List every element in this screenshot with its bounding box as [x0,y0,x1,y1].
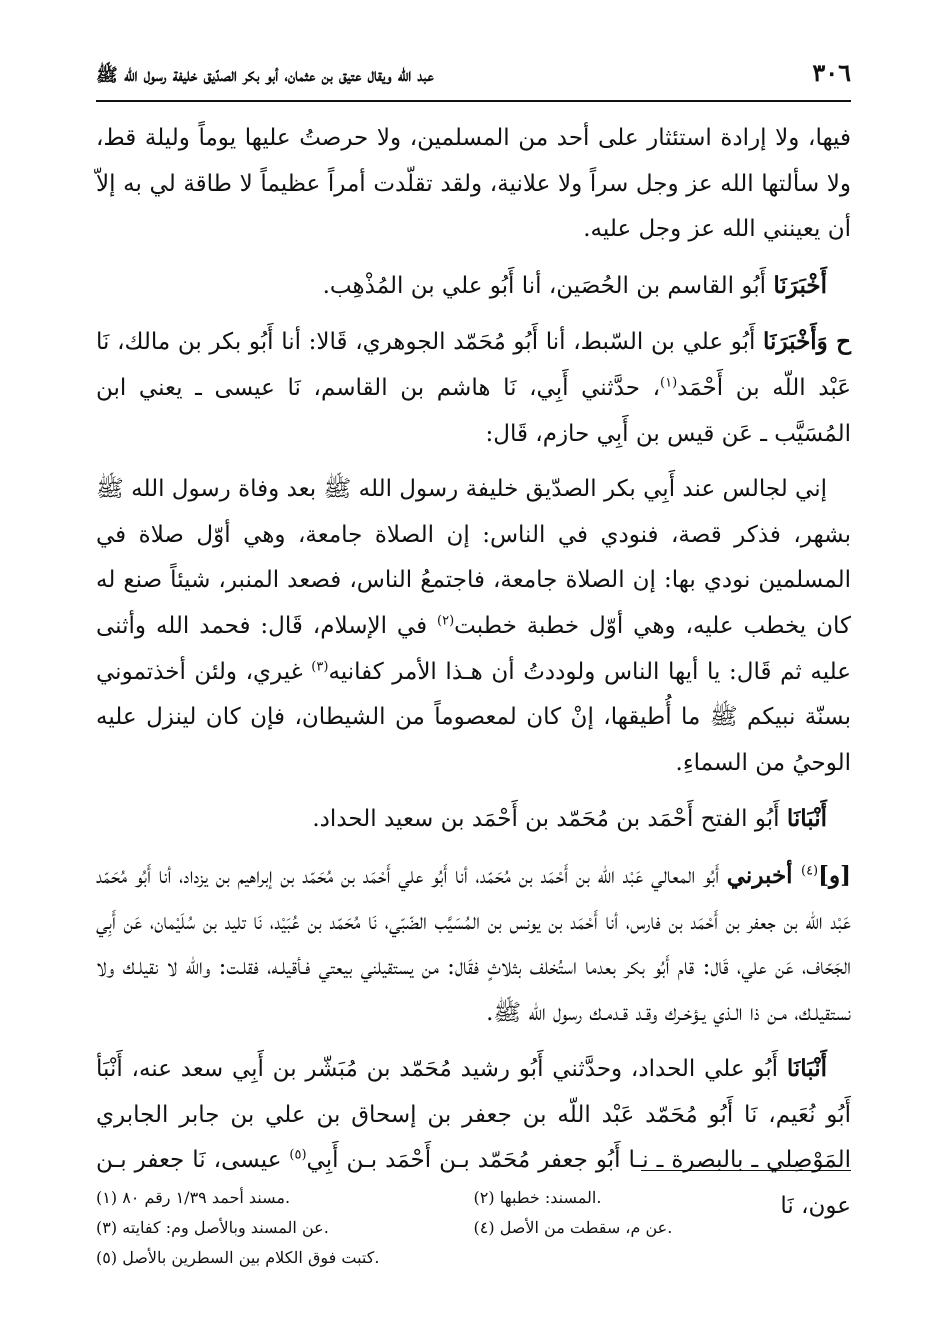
footnote-2: (٢) المسند: خطبها. [473,1188,602,1207]
paragraph-4: إني لجالس عند أَبِي بكر الصدّيق خليفة رسول الله ﷺ بعد وفاة رسول الله ﷺ بشهر، فذكر قصة، فنودي في الناس: إن الصلاة جامعة، وهي أوّل صلاة في المسلمين نودي بها: إن الصلاة جامعة، فاجتمعُ الناس، فصعد المنبر، شيئاً صنع له كان يخطب عليه، وهي أوّل خطبة خطبت$^{(٢)}$ في الإسلام، قَال: فحمد الله وأثنى عليه ثم قَال: يا أيها الناس ولوددتُ أن هـذا الأمر كفانيه$^{(٣)}$ غيري، ولئن أخذتموني بسنّة نبيكم ﷺ ما أُطيقها، إنْ كان لمعصوماً من الشيطان، فإن كان لينزل عليه الوحيُ من السماءِ. [96,476,851,776]
footnote-row [96,1213,851,1243]
narration-keyword: أخبرني [726,861,801,889]
footnote-5: (٥) كتبت فوق الكلام بين السطرين بالأصل. [96,1248,380,1267]
footnote-ref-1: (١) [660,375,678,391]
footnote-ref-2: (٢) [437,613,455,629]
body-text [96,116,851,1230]
page-header [96,58,851,102]
running-title: عبد الله ويقال عتيق بن عثمان، أبو بكر الصدّيق خليفة رسول الله ﷺ [96,65,434,86]
paragraph-7: أَنْبَانَا أَبُو علي الحداد، وحدَّثني أَبُو رشيد مُحَمّد بن مُبَشّر بن أَبِي سعد عنه، أَنْبَأ أَبُو نُعَيم، نَا أَبُو مُحَمّد عَبْد اللّه بن جعفر بن إسحاق بن علي بن جابر الجابري المَوْصِلي ـ بالبصرة ـ نـا أَبُو جعفر مُحَمّد بـن أَحْمَد بـن أَبِي$^{(٥)}$ عيسى، نَا جعفر بـن عون، نَا [96,1055,851,1220]
paragraph-3: ح وَأَخْبَرَنَا أَبُو علي بن السّبط، أنا أَبُو مُحَمّد الجوهري، قَالا: أنا أَبُو بكر بن مالك، نَا عَبْد اللّه بن أَحْمَد$^{(١)}$، حدَّثني أَبِي، نَا هاشم بن القاسم، نَا عيسى ـ يعني ابن المُسَيَّب ـ عَن قيس بن أَبِي حازم، قَال: [96,328,851,447]
footnote-1: (١) مسند أحمد ١/٣٩ رقم ٨٠. [96,1188,291,1207]
narration-keyword: أَخْبَرَنَا [773,271,827,299]
narration-keyword: [و] [818,861,851,889]
paragraph-5: أَنْبَانَا أَبُو الفتح أَحْمَد بن مُحَمّد بن أَحْمَد بن سعيد الحداد. [312,805,827,833]
narration-keyword: أَنْبَانَا [786,1055,827,1083]
paragraph-2: أَخْبَرَنَا أَبُو القاسم بن الحُصَين، أنا أَبُو علي بن المُذْهِب. [322,271,827,299]
footnote-ref-4: (٤) [800,863,819,879]
footnote-row [96,1183,851,1213]
footnote-divider [641,1170,851,1171]
footnote-ref-3: (٣) [311,658,329,674]
narration-keyword: أَنْبَانَا [786,805,827,833]
paragraph-1: فيها، ولا إرادة استئثار على أحد من المسلمين، ولا حرصتُ عليها يوماً وليلة قط، ولا سألتها الله عز وجل سراً ولا علانية، ولقد تقلّدت أمراً عظيماً لا طاقة لي به إلاّ أن يعينني الله عز وجل عليه. [96,125,851,243]
footnotes [96,1170,851,1273]
page-number: ٣٠٦ [812,58,851,87]
paragraph-6: [و]$^{(٤)}$ أخبرني أَبُو المعالي عَبْد اللّه بن أَحْمَد بن مُحَمّد، أنا أَبُو علي أَحْمَد بن مُحَمّد بن إبراهيم بن يزداد، أنا أَبُو مُحَمّد عَبْد اللّه بن جعفر بن أَحْمَد بن فارس، أنا أَحْمَد بن يونس بن المُسَيَّب الضّبّي، نَا مُحَمّد بن عُبَيْد، نَا تليد بن سُلَيْمان، عَن أَبِي الجَحّاف، عَن علي، قَال: قام أَبُو بكر بعدما استُخلف بثلاثٍ فقَال: من يستقيلني بيعتي فـأقيلـه، فقلـت: والله لا نقيلـك ولا نستقيلـك، مـن ذا الـذي يـؤخـرك وقـد قـدمـك رسول الله ﷺ. [96,861,851,1026]
footnote-3: (٣) عن المسند وبالأصل وم: كفايته. [96,1218,329,1237]
narration-keyword: ح وَأَخْبَرَنَا [763,328,851,356]
footnote-ref-5: (٥) [289,1147,307,1163]
footnote-4: (٤) عن م، سقطت من الأصل. [473,1218,673,1237]
footnote-row [96,1243,851,1273]
